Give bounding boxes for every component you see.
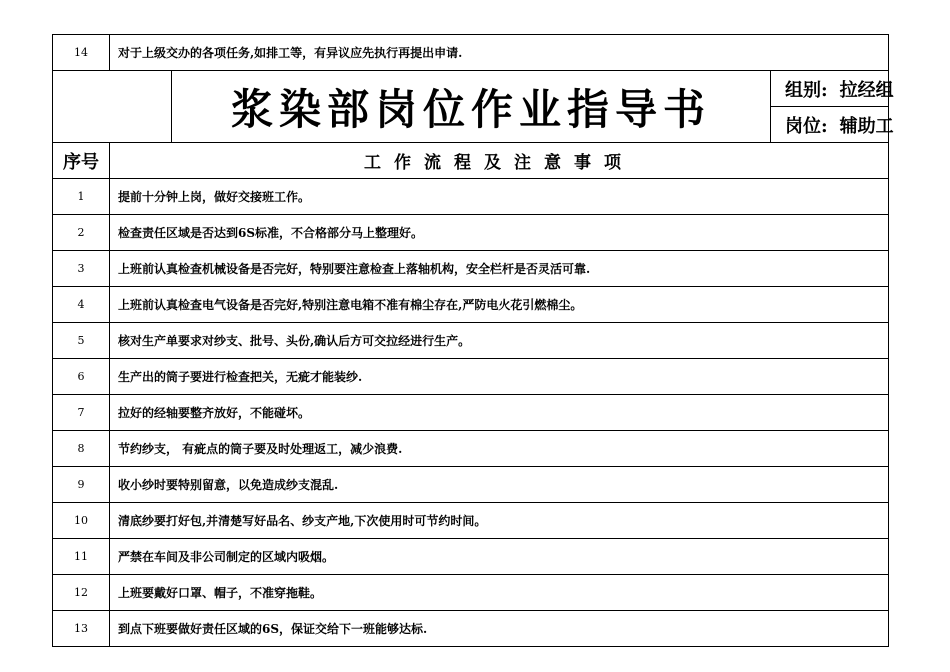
table-row <box>53 359 889 395</box>
post-value: 辅助工 <box>839 115 894 137</box>
row-text: 对于上级交办的各项任务,如排工等，有异议应先执行再提出申请. <box>110 35 889 71</box>
table-row <box>53 35 889 71</box>
row-number: 8 <box>53 431 110 467</box>
blank-cell <box>53 71 172 143</box>
row-number: 3 <box>53 251 110 287</box>
header-row <box>53 143 889 179</box>
row-number: 9 <box>53 467 110 503</box>
row-number: 2 <box>53 215 110 251</box>
row-text: 上班前认真检查电气设备是否完好,特别注意电箱不准有棉尘存在,严防电火花引燃棉尘。 <box>110 287 889 323</box>
table-row <box>53 467 889 503</box>
row-number: 14 <box>53 35 110 71</box>
row-number: 6 <box>53 359 110 395</box>
table-row <box>53 611 889 647</box>
row-number: 11 <box>53 539 110 575</box>
row-text: 检查责任区域是否达到6S标准，不合格部分马上整理好。 <box>110 215 889 251</box>
table-row <box>53 539 889 575</box>
column-header-number: 序号 <box>53 143 110 179</box>
row-text: 核对生产单要求对纱支、批号、头份,确认后方可交拉经进行生产。 <box>110 323 889 359</box>
item-rows <box>53 179 889 647</box>
table-row <box>53 503 889 539</box>
table-row <box>53 251 889 287</box>
table-row <box>53 575 889 611</box>
row-text: 上班要戴好口罩、帽子，不准穿拖鞋。 <box>110 575 889 611</box>
table-row <box>53 431 889 467</box>
row-text: 清底纱要打好包,并清楚写好品名、纱支产地,下次使用时可节约时间。 <box>110 503 889 539</box>
row-text: 生产出的筒子要进行检查把关，无疵才能装纱. <box>110 359 889 395</box>
group-value: 拉经组 <box>839 79 894 101</box>
post-label: 岗位: <box>785 115 828 137</box>
document-title: 浆染部岗位作业指导书 <box>172 71 771 143</box>
table-row <box>53 179 889 215</box>
table-row <box>53 215 889 251</box>
row-number: 5 <box>53 323 110 359</box>
row-number: 1 <box>53 179 110 215</box>
row-text: 严禁在车间及非公司制定的区域内吸烟。 <box>110 539 889 575</box>
row-text: 收小纱时要特别留意，以免造成纱支混乱. <box>110 467 889 503</box>
table-row <box>53 395 889 431</box>
row-number: 7 <box>53 395 110 431</box>
group-field <box>771 71 894 107</box>
row-text: 到点下班要做好责任区域的6S，保证交给下一班能够达标. <box>110 611 889 647</box>
table-row <box>53 287 889 323</box>
row-number: 10 <box>53 503 110 539</box>
column-header-process: 工作流程及注意事项 <box>110 143 889 179</box>
row-text: 提前十分钟上岗，做好交接班工作。 <box>110 179 889 215</box>
row-number: 4 <box>53 287 110 323</box>
row-text: 上班前认真检查机械设备是否完好，特别要注意检查上落轴机构，安全栏杆是否灵活可靠. <box>110 251 889 287</box>
work-instruction-table <box>52 34 894 647</box>
title-row <box>53 71 889 107</box>
table-row <box>53 323 889 359</box>
row-text: 拉好的经轴要整齐放好，不能碰坏。 <box>110 395 889 431</box>
post-field <box>771 107 894 143</box>
row-number: 12 <box>53 575 110 611</box>
group-label: 组别: <box>785 79 828 101</box>
row-text: 节约纱支， 有疵点的筒子要及时处理返工，减少浪费. <box>110 431 889 467</box>
row-number: 13 <box>53 611 110 647</box>
